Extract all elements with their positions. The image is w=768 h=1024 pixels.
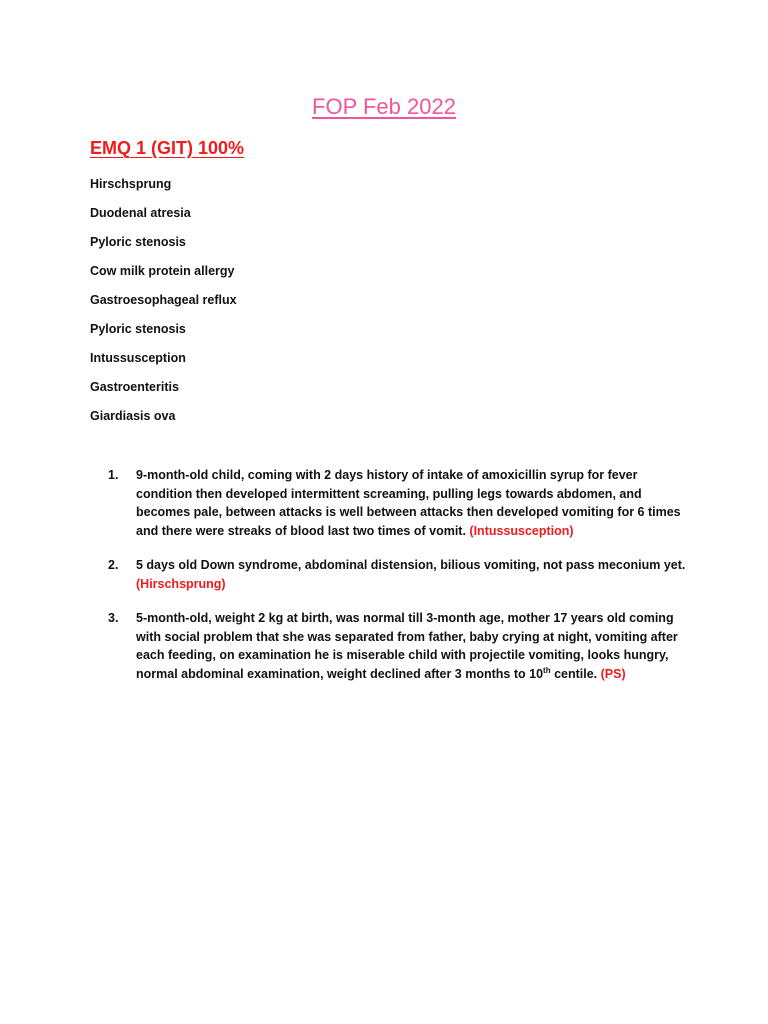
question-number: 3.: [108, 611, 119, 625]
option-item: Cow milk protein allergy: [90, 264, 235, 278]
questions-list: [108, 466, 688, 699]
option-item: Hirschsprung: [90, 177, 172, 191]
question-text: 9-month-old child, coming with 2 days history of intake of amoxicillin syrup for fever condition then developed intermittent screaming, pulling legs towards abdomen, and becomes pale, between attacks is well between attacks then developed vomiting for 6 times and there were streaks of blood last two times of vomit.: [136, 468, 681, 538]
question-number: 1.: [108, 468, 119, 482]
option-item: Intussusception: [90, 351, 186, 365]
section-heading: EMQ 1 (GIT) 100%: [90, 138, 245, 158]
option-item: Pyloric stenosis: [90, 322, 186, 336]
option-item: Gastroesophageal reflux: [90, 293, 237, 307]
question-answer: (PS): [600, 666, 626, 681]
option-item: Duodenal atresia: [90, 206, 191, 220]
question-text: 5 days old Down syndrome, abdominal distension, bilious vomiting, not pass meconium yet.: [136, 558, 686, 572]
question-number: 2.: [108, 558, 119, 572]
question-item: [108, 609, 688, 683]
option-item: Pyloric stenosis: [90, 235, 186, 249]
question-item: [108, 466, 688, 540]
options-list: [90, 176, 237, 437]
superscript-suffix: th: [543, 665, 551, 675]
question-item: [108, 556, 688, 593]
option-item: Gastroenteritis: [90, 380, 179, 394]
question-answer: (Intussusception): [469, 523, 574, 538]
question-text: 5-month-old, weight 2 kg at birth, was normal till 3-month age, mother 17 years old coming with social problem that she was separated from father, baby crying at night, vomiting after each feeding, on examination he is miserable child with projectile vomiting, looks hungry, normal abdominal examination, weight declined after 3 months to 10: [136, 611, 678, 681]
question-text-tail: centile.: [550, 666, 598, 681]
option-item: Giardiasis ova: [90, 409, 176, 423]
document-title: FOP Feb 2022: [312, 94, 456, 119]
question-answer: (Hirschsprung): [136, 576, 226, 591]
